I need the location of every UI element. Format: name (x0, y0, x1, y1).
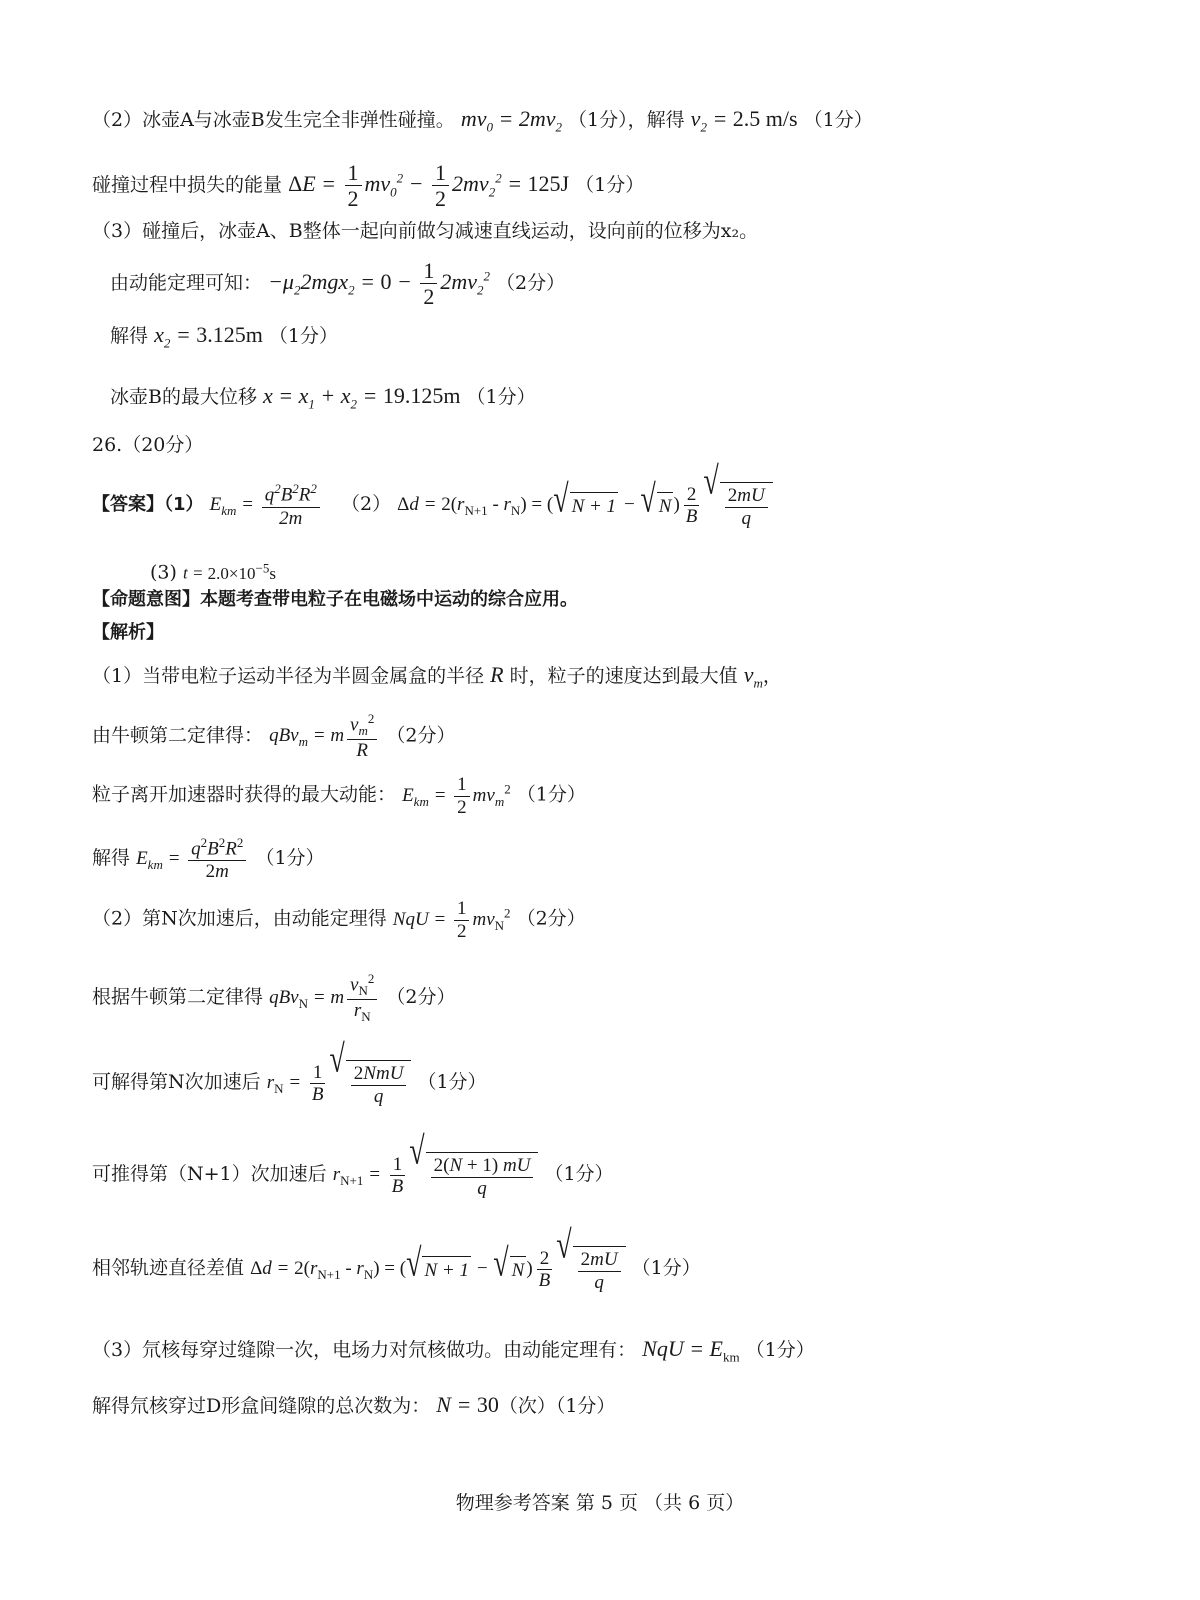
line-intent: 【命题意图】本题考查带电粒子在电磁场中运动的综合应用。 (92, 589, 578, 610)
equation-nqu: NqU = $\frac{1}{2}$ $mv_N^2$ (392, 898, 511, 942)
line-collision: （2）冰壶A与冰壶B发生完全非弹性碰撞。 $mv_0 = 2mv_2$ （1分），解得 $v_2 = 2.5$ m/s （1分） (92, 106, 873, 135)
answer-t: $t = 2.0\times 10^{-5}s$ (182, 560, 276, 583)
line-max-speed: （1）当带电粒子运动半径为半圆金属盒的半径 R 时，粒子的速度达到最大值 $v_m$， (92, 662, 782, 691)
equation-x: $x = x_1 + x_2 = 19.125m$ (263, 383, 461, 412)
equation-momentum: $mv_0 = 2mv_2$ (460, 106, 562, 135)
page-footer: 物理参考答案 第 5 页 （共 6 页） (455, 1492, 745, 1514)
line-energy-loss: 碰撞过程中损失的能量 ΔE = $\frac{1}{2}$ $mv_0^2$ − $\frac{1}{2}$ $2mv_2^2 = 125J$ （1分） (92, 160, 645, 212)
equation-v2: $v_2 = 2.5$ m/s (690, 106, 798, 135)
answer-delta-d: $\Delta d = 2(r_{N+1} - r_N)$ = ( √ N + 1 − √ N ) $\frac{2}{B}$ √ $\frac{2mU}{q}$ (397, 494, 773, 515)
line-work: （3）氘核每穿过缝隙一次，电场力对氘核做功。由动能定理有： NqU = $E_{km}$ （1分） (92, 1336, 815, 1365)
line-ekm-result: 解得 $E_{km}$ = $\frac{q^2B^2R^2}{2m}$ （1分） (92, 835, 325, 883)
line-diameter-diff: 相邻轨迹直径差值 $\Delta d = 2(r_{N+1} - r_N)$ = ( √ N + 1 − √ N ) $\frac{2}{B}$ √ $\frac{2mU}{q}$ （1分） (92, 1224, 701, 1293)
equation-diameter-diff: $\Delta d = 2(r_{N+1} - r_N)$ = ( √ N + 1 − √ N ) $\frac{2}{B}$ √ $\frac{2mU}{q}$ (250, 1258, 626, 1279)
line-max-ke: 粒子离开加速器时获得的最大动能： $E_{km}$ = $\frac{1}{2}$ $mv_m^2$ （1分） (92, 774, 586, 818)
line-newton-2: 根据牛顿第二定律得 qBv$_N$ = m $\frac{v_N^2}{r_N}$ （2分） (92, 971, 456, 1024)
line-kinetic-theorem: 由动能定理可知： $-\mu_22mgx_2 = 0$ − $\frac{1}{2}$ $2mv_2^2$ （2分） (110, 258, 566, 310)
equation-newton-2: qBv$_N$ = m $\frac{v_N^2}{r_N}$ (269, 987, 380, 1008)
line-answer: 【答案】（1） $E_{km}$ = $\frac{q^2B^2R^2}{2m}$ （2） $\Delta d = 2(r_{N+1} - r_N)$ = ( √ N + 1 − √ N ) $\frac{2}{B}$ √ $\frac{2mU}{q}$ (92, 482, 773, 530)
equation-max-ke: $E_{km}$ = $\frac{1}{2}$ $mv_m^2$ (402, 774, 511, 818)
line-rn1: 可推得第（N+1）次加速后 $r_{N+1}$ = $\frac{1}{B}$ √ $\frac{2(N + 1) mU}{q}$ （1分） (92, 1130, 614, 1199)
equation-rn: $r_N$ = $\frac{1}{B}$ √ $\frac{\text{2NmU}}{q}$ (267, 1072, 412, 1093)
equation-kinetic-theorem: $-\mu_22mgx_2 = 0$ − $\frac{1}{2}$ $2mv_2^2$ (268, 258, 490, 310)
line-total-count: 解得氘核穿过D形盒间缝隙的总次数为： N = 30（次）（1分） (92, 1392, 616, 1417)
equation-energy-loss: ΔE = $\frac{1}{2}$ $mv_0^2$ − $\frac{1}{2}$ $2mv_2^2 = 125J$ (288, 160, 570, 212)
line-newton-1: 由牛顿第二定律得： qBv$_m$ = m $\frac{v_m^2}{R}$ （2分） (92, 711, 456, 762)
line-rn: 可解得第N次加速后 $r_N$ = $\frac{1}{B}$ √ $\frac{\text{2NmU}}{q}$ （1分） (92, 1038, 487, 1107)
line-after-collision: （3）碰撞后，冰壶A、B整体一起向前做匀减速直线运动，设向前的位移为x₂。 (92, 220, 759, 242)
line-max-displacement: 冰壶B的最大位移 $x = x_1 + x_2 = 19.125m$ （1分） (110, 383, 536, 412)
line-answer-3: (3) $t = 2.0\times 10^{-5}s$ (150, 560, 276, 584)
equation-x2: $x_2 = 3.125m$ (154, 322, 263, 351)
equation-newton-1: qBv$_m$ = m $\frac{v_m^2}{R}$ (269, 725, 380, 746)
question-26-heading: 26.（20分） (92, 434, 204, 456)
equation-total-count: N = 30 (436, 1392, 499, 1417)
line-nth-acceleration: （2）第N次加速后，由动能定理得 NqU = $\frac{1}{2}$ $mv_N^2$ （2分） (92, 898, 586, 942)
answer-ekm: $E_{km}$ = $\frac{q^2B^2R^2}{2m}$ (210, 494, 323, 515)
line-x2-result: 解得 $x_2 = 3.125m$ （1分） (110, 322, 338, 351)
equation-rn1: $r_{N+1}$ = $\frac{1}{B}$ √ $\frac{2(N + 1) mU}{q}$ (333, 1164, 539, 1185)
line-analysis-heading: 【解析】 (92, 622, 164, 643)
equation-work: NqU = $E_{km}$ (642, 1336, 740, 1365)
equation-ekm: $E_{km}$ = $\frac{q^2B^2R^2}{2m}$ (136, 848, 249, 869)
